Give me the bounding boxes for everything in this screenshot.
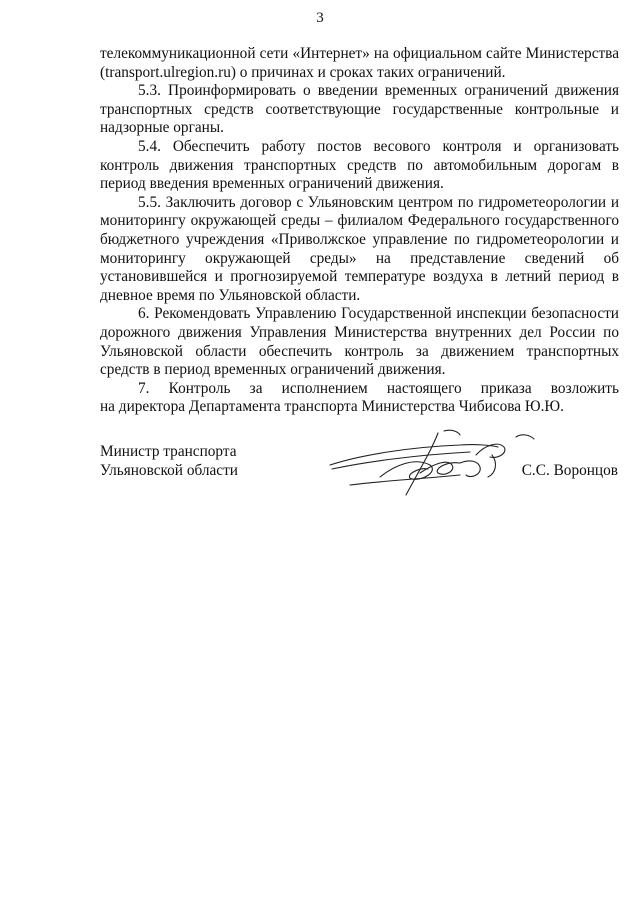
- paragraph-5-5: 5.5. Заключить договор с Ульяновским центром по гидрометеорологии и мониторингу окружающей среды – филиалом Федерального государственного бюджетного учреждения «Приволжское управление по гидрометеорологии и мониторингу окружающей среды» на представление сведений об установившейся и прогнозируемой температуре воздуха в летний период в дневное время по Ульяновской области.: [100, 193, 619, 304]
- document-body: [100, 45, 619, 417]
- paragraph-7-line-2: на директора Департамента транспорта Министерства Чибисова Ю.Ю.: [100, 398, 564, 416]
- paragraph-7-word: исполнением: [281, 379, 368, 397]
- page-number: 3: [316, 10, 324, 26]
- signatory-name: С.С. Воронцов: [521, 461, 618, 479]
- paragraph-continuation: телекоммуникационной сети «Интернет» на официальном сайте Министерства (transport.ulregion.ru) о причинах и сроках таких ограничений.: [100, 45, 619, 81]
- paragraph-7-word: Контроль: [168, 379, 231, 397]
- signatory-title-line-2: Ульяновской области: [100, 461, 238, 479]
- paragraph-7-word: за: [249, 379, 263, 397]
- paragraph-7-line-1: [100, 380, 619, 399]
- signatory-title-line-1: Министр транспорта: [100, 443, 237, 460]
- paragraph-7-word: настоящего: [386, 379, 462, 397]
- paragraph-5-3: 5.3. Проинформировать о введении временных ограничений движения транспортных средств соответствующие государственные контрольные и надзорные органы.: [100, 82, 619, 137]
- signatory-title: [100, 443, 238, 480]
- paragraph-6: 6. Рекомендовать Управлению Государственной инспекции безопасности дорожного движения Управления Министерства внутренних дел России по Ульяновской области обеспечить контроль за движением транспортных средств в период временных ограничений движения.: [100, 305, 619, 379]
- handwritten-signature: [320, 425, 550, 510]
- paragraph-7-word: возложить: [550, 379, 619, 397]
- paragraph-5-4: 5.4. Обеспечить работу постов весового контроля и организовать контроль движения транспортных средств по автомобильным дорогам в период введения временных ограничений движения.: [100, 137, 619, 193]
- paragraph-7-word: 7.: [138, 379, 150, 397]
- paragraph-7-word: приказа: [480, 379, 532, 397]
